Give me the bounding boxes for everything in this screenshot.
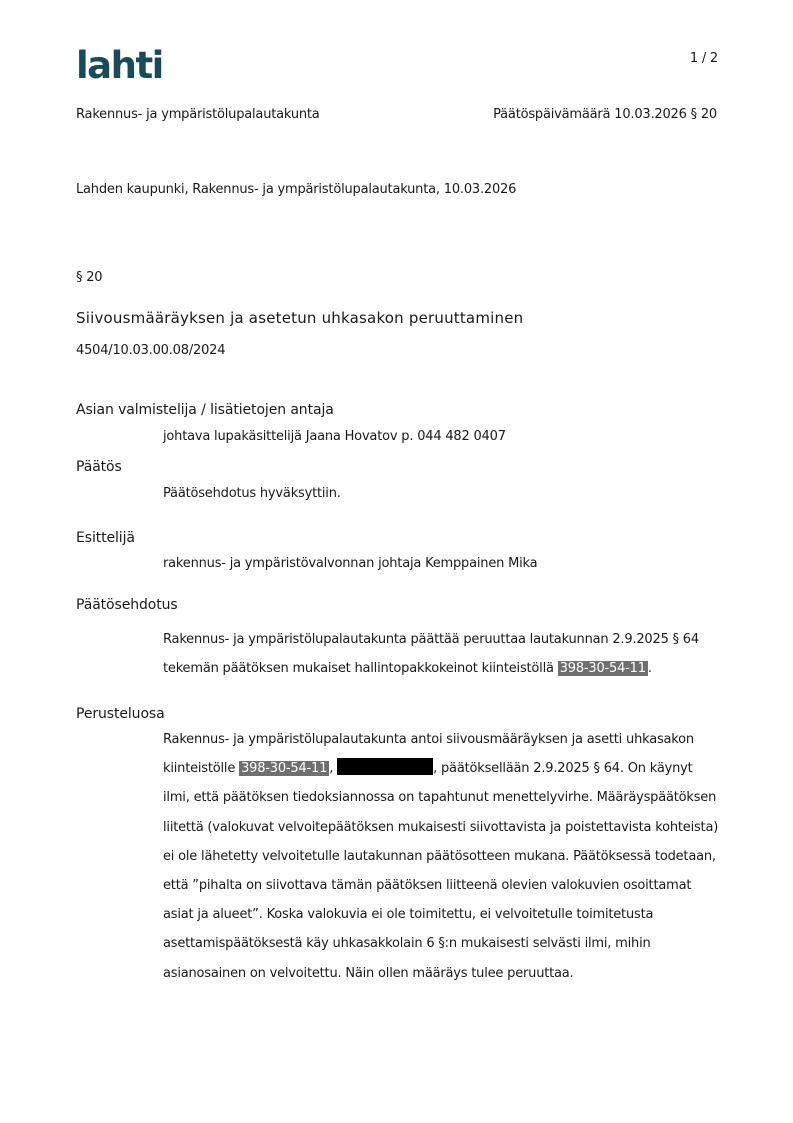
reasoning-line-2 — [163, 754, 723, 783]
proposal-line-2-end: . — [647, 661, 652, 677]
meeting-line: Lahden kaupunki, Rakennus- ja ympäristölupalautakunta, 10.03.2026 — [76, 182, 517, 197]
presenter-text: rakennus- ja ympäristövalvonnan johtaja Kemppainen Mika — [163, 556, 538, 571]
reasoning-line-2-end: , päätöksellään 2.9.2025 § 64. On käynyt — [433, 761, 693, 777]
lahti-logo-mark — [76, 47, 168, 83]
proposal-line-2 — [163, 654, 723, 683]
header-committee: Rakennus- ja ympäristölupalautakunta — [76, 107, 320, 122]
reasoning-rest: ilmi, että päätöksen tiedoksiannossa on tapahtunut menettelyvirhe. Määräyspäätöksen liitettä (valokuvat velvoitepäätöksen mukaisesti siivottavista ja poistettavista kohteista) ei ole lähetetty velvoitetulle lautakunnan päätösotteen mukana. Päätöksessä todetaan, että ”pihalta on siivottava tämän päätöksen liitteenä olevien valokuvien osoittamat asiat ja alueet”. Koska valokuvia ei ole toimitettu, ei velvoitetulle toimitetusta asettamispäätöksestä käy uhkasakkolain 6 §:n mukaisesti selvästi ilmi, mihin asianosainen on velvoitettu. Näin ollen määräys tulee peruuttaa. — [163, 790, 719, 981]
document-title: Siivousmääräyksen ja asetetun uhkasakon peruuttaminen — [76, 309, 524, 327]
header-decision-date: Päätöspäivämäärä 10.03.2026 § 20 — [493, 107, 717, 122]
section-number: § 20 — [76, 270, 103, 285]
proposal-paragraph — [163, 625, 723, 683]
decision-heading: Päätös — [76, 459, 122, 475]
proposal-line-1: Rakennus- ja ympäristölupalautakunta päättää peruuttaa lautakunnan 2.9.2025 § 64 — [163, 632, 699, 647]
lahti-logo — [76, 47, 168, 83]
svg-text:lahti: lahti — [76, 47, 163, 83]
preparer-text: johtava lupakäsittelijä Jaana Hovatov p. 044 482 0407 — [163, 429, 506, 444]
reasoning-line-2-text: kiinteistölle — [163, 761, 240, 777]
property-id-highlight: 398-30-54-11 — [559, 661, 646, 677]
presenter-heading: Esittelijä — [76, 530, 135, 546]
reasoning-comma: , — [329, 761, 334, 777]
preparer-heading: Asian valmistelija / lisätietojen antaja — [76, 402, 334, 418]
reasoning-paragraph — [163, 725, 723, 988]
proposal-heading: Päätösehdotus — [76, 597, 178, 613]
property-id-highlight: 398-30-54-11 — [241, 761, 328, 777]
reasoning-line-1: Rakennus- ja ympäristölupalautakunta antoi siivousmääräyksen ja asetti uhkasakon — [163, 732, 694, 747]
diary-number: 4504/10.03.00.08/2024 — [76, 343, 226, 358]
decision-text: Päätösehdotus hyväksyttiin. — [163, 486, 341, 501]
redaction-box — [337, 758, 433, 775]
proposal-line-2-text: tekemän päätöksen mukaiset hallintopakkokeinot kiinteistöllä — [163, 661, 558, 677]
reasoning-heading: Perusteluosa — [76, 706, 165, 722]
page-number: 1 / 2 — [689, 51, 718, 66]
